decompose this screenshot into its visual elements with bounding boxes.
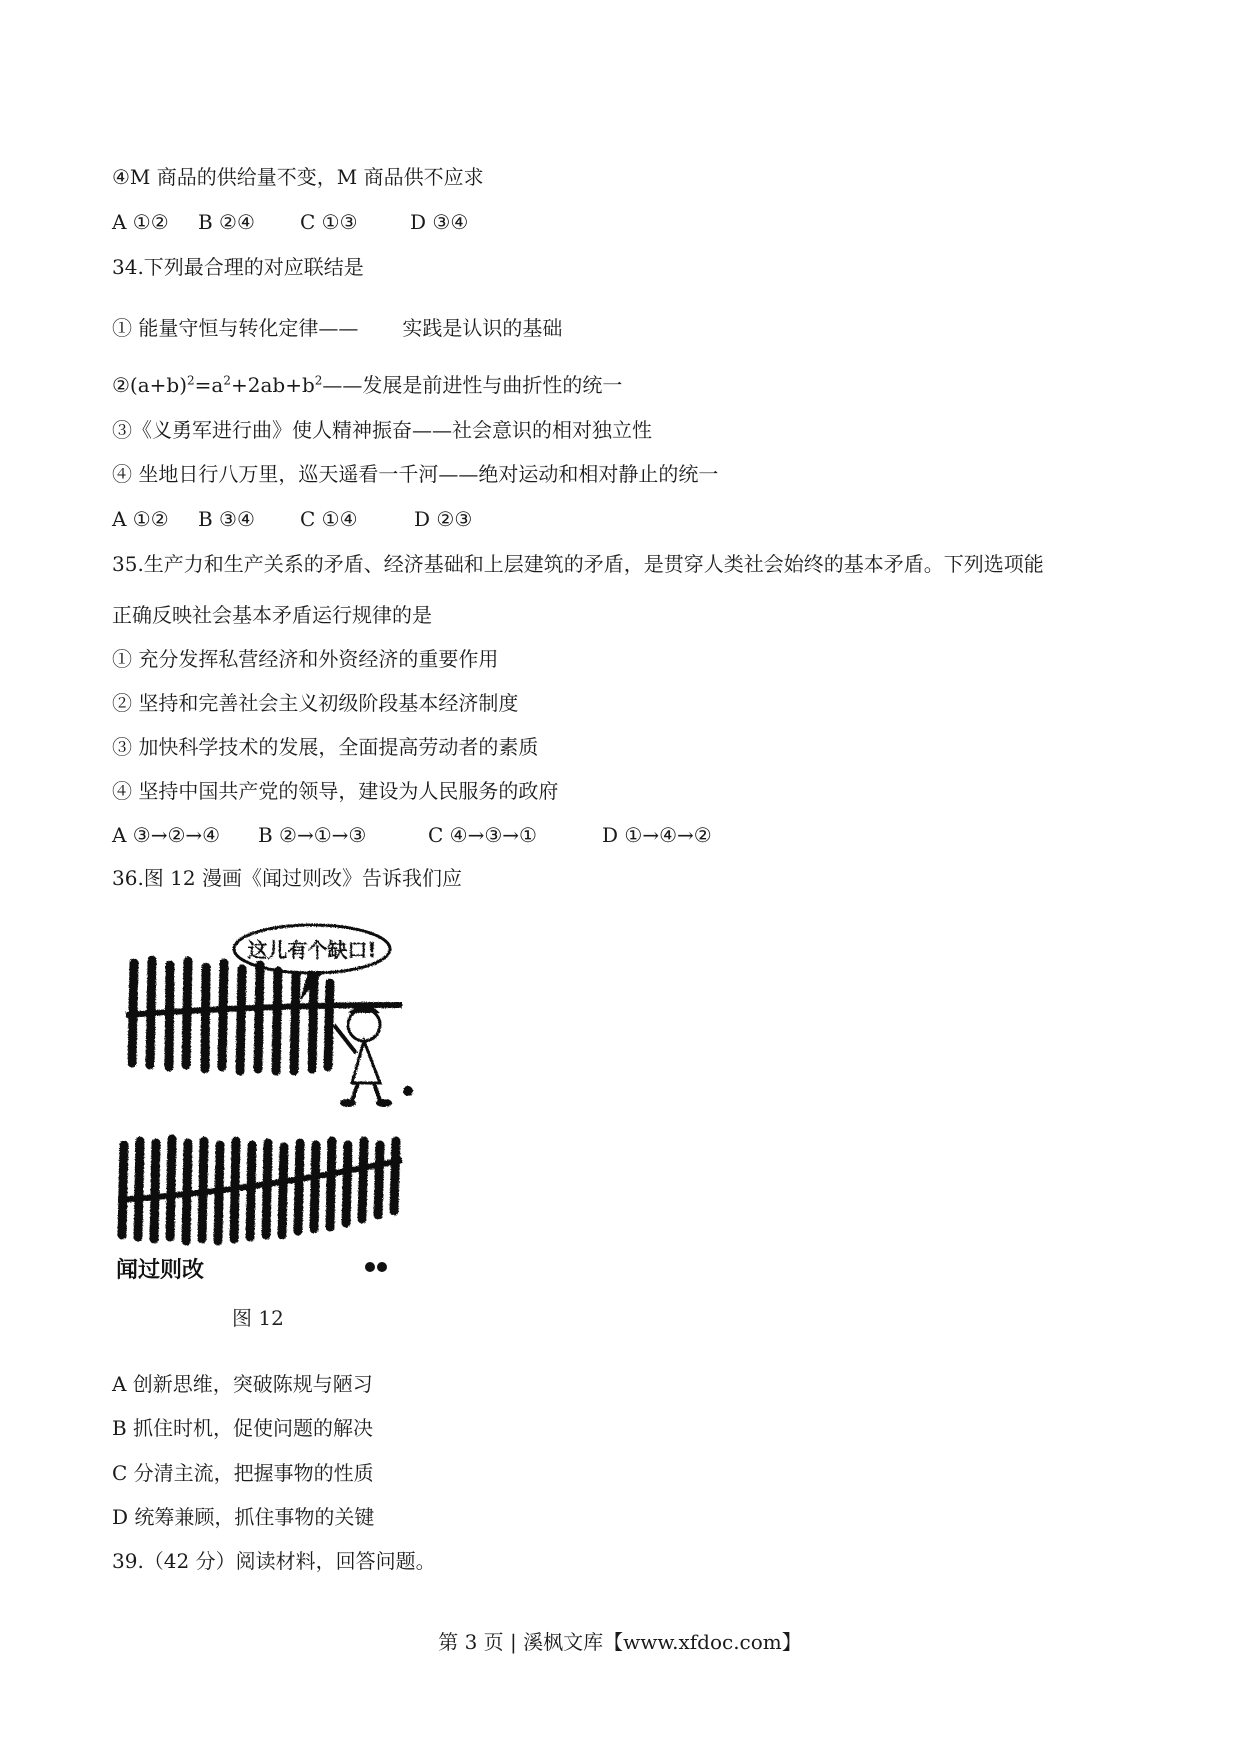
q34-option-c: C ①④	[300, 507, 358, 531]
q34-item-2-mid1: =a	[194, 373, 224, 397]
cartoon-illustration	[112, 905, 482, 1335]
q34-option-d: D ②③	[414, 507, 473, 531]
q35-option-a: A ③→②→④	[112, 823, 221, 847]
q33-option-a: A ①②	[112, 210, 169, 234]
q36-option-b: B 抓住时机，促使问题的解决	[112, 1416, 374, 1440]
q35-option-b: B ②→①→③	[258, 823, 367, 847]
q34-item-1-right: 实践是认识的基础	[402, 316, 563, 340]
q35-option-d: D ①→④→②	[602, 823, 712, 847]
q36-stem: 36.图 12 漫画《闻过则改》告诉我们应	[112, 866, 462, 890]
q33-item-4: ④M 商品的供给量不变，M 商品供不应求	[112, 165, 484, 189]
q33-option-c: C ①③	[300, 210, 358, 234]
q34-item-2-mid2: +2ab+b	[231, 373, 315, 397]
q34-item-2-exp3: 2	[314, 373, 323, 388]
q34-item-2-exp1: 2	[187, 373, 195, 388]
q34-item-2-exp2: 2	[223, 373, 231, 388]
q34-option-a: A ①②	[112, 507, 169, 531]
q35-item-3: ③ 加快科学技术的发展，全面提高劳动者的素质	[112, 735, 539, 759]
q34-item-3: ③《义勇军进行曲》使人精神振奋——社会意识的相对独立性	[112, 418, 652, 442]
q34-stem: 34.下列最合理的对应联结是	[112, 255, 364, 279]
q33-option-b: B ②④	[198, 210, 255, 234]
lower-fence	[122, 1139, 396, 1241]
speech-text: 这儿有个缺口!	[247, 938, 377, 962]
cartoon-caption: 闻过则改	[116, 1258, 205, 1283]
figure-label: 图 12	[232, 1306, 284, 1330]
q35-item-2: ② 坚持和完善社会主义初级阶段基本经济制度	[112, 691, 519, 715]
q34-item-4: ④ 坐地日行八万里，巡天遥看一千河——绝对运动和相对静止的统一	[112, 462, 719, 486]
cartoon-character	[334, 1005, 413, 1107]
q34-item-2	[112, 371, 622, 399]
q35-item-4: ④ 坚持中国共产党的领导，建设为人民服务的政府	[112, 779, 559, 803]
q34-item-1	[112, 314, 562, 342]
cartoon-figure-12	[112, 905, 482, 1335]
q36-option-d: D 统筹兼顾，抓住事物的关键	[112, 1505, 375, 1529]
q36-option-c: C 分清主流，把握事物的性质	[112, 1461, 374, 1485]
q35-stem-line-2: 正确反映社会基本矛盾运行规律的是	[112, 603, 432, 627]
page-footer: 第 3 页 | 溪枫文库【www.xfdoc.com】	[438, 1630, 802, 1654]
q34-option-b: B ③④	[198, 507, 255, 531]
signature-mark	[365, 1262, 375, 1272]
q36-option-a: A 创新思维，突破陈规与陋习	[112, 1372, 373, 1396]
q34-item-2-pre: ②(a+b)	[112, 373, 188, 397]
q35-item-1: ① 充分发挥私营经济和外资经济的重要作用	[112, 647, 499, 671]
q34-item-2-post: ——发展是前进性与曲折性的统一	[322, 373, 623, 397]
q33-option-d: D ③④	[410, 210, 469, 234]
q35-stem-line-1: 35.生产力和生产关系的矛盾、经济基础和上层建筑的矛盾，是贯穿人类社会始终的基本矛盾。下列选项能	[112, 552, 1044, 576]
q39-stem: 39.（42 分）阅读材料，回答问题。	[112, 1549, 436, 1573]
q35-option-c: C ④→③→①	[428, 823, 537, 847]
q34-item-1-left: ① 能量守恒与转化定律——	[112, 316, 359, 340]
